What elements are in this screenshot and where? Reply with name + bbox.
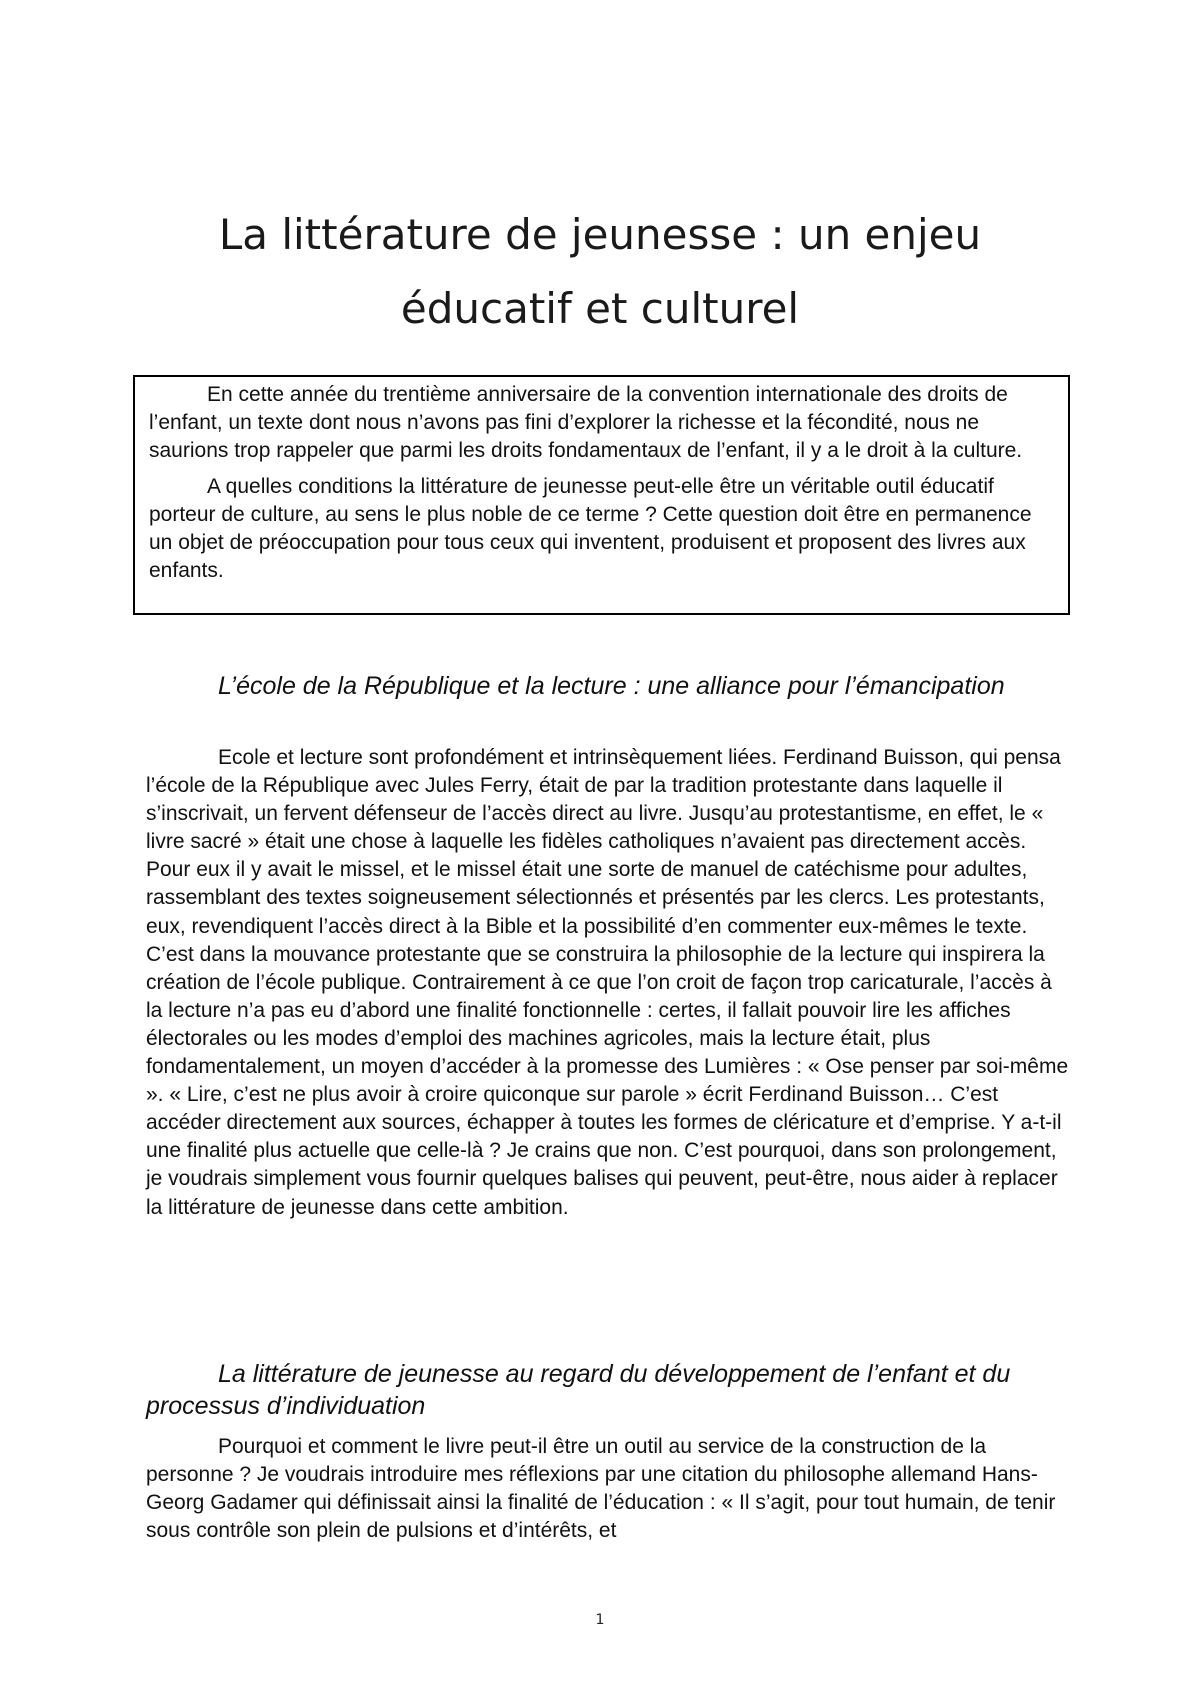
page-number: 1: [595, 1612, 605, 1628]
section-paragraph-1: Ecole et lecture sont profondément et intrinsèquement liées. Ferdinand Buisson, qui pensa l’école de la République avec Jules Ferry, était de par la tradition protestante dans laquelle il s’inscrivait, un fervent défenseur de l’accès direct au livre. Jusqu’au protestantisme, en effet, le « livre sacré » était une chose à laquelle les fidèles catholiques n’avaient pas directement accès. Pour eux il y avait le missel, et le missel était une sorte de manuel de catéchisme pour adultes, rassemblant des textes soigneusement sélectionnés et présentés par les clercs. Les protestants, eux, revendiquent l’accès direct à la Bible et la possibilité d’en commenter eux-mêmes le texte. C’est dans la mouvance protestante que se construira la philosophie de la lecture qui inspirera la création de l’école publique. Contrairement à ce que l’on croit de façon trop caricaturale, l’accès à la lecture n’a pas eu d’abord une finalité fonctionnelle : certes, il fallait pouvoir lire les affiches électorales ou les modes d’emploi des machines agricoles, mais la lecture était, plus fondamentalement, un moyen d’accéder à la promesse des Lumières : « Ose penser par soi-même ». « Lire, c’est ne plus avoir à croire quiconque sur parole » écrit Ferdinand Buisson… C’est accéder directement aux sources, échapper à toutes les formes de cléricature et d’emprise. Y a-t-il une finalité plus actuelle que celle-là ? Je crains que non. C’est pourquoi, dans son prolongement, je voudrais simplement vous fournir quelques balises qui peuvent, peut-être, nous aider à replacer la littérature de jeunesse dans cette ambition.: [146, 746, 1069, 1219]
abstract-paragraph-1: En cette année du trentième anniversaire de la convention internationale des droits de l’enfant, un texte dont nous n’avons pas fini d’explorer la richesse et la fécondité, nous ne saurions trop rappeler que parmi les droits fondamentaux de l’enfant, il y a le droit à la culture.: [149, 383, 1023, 462]
section-paragraph-2: Pourquoi et comment le livre peut-il être un outil au service de la construction de la personne ? Je voudrais introduire mes réflexions par une citation du philosophe allemand Hans-Georg Gadamer qui définissait ainsi la finalité de l’éducation : « Il s’agit, pour tout humain, de tenir sous contrôle son plein de pulsions et d’intérêts, et: [146, 1435, 1056, 1543]
abstract-paragraph-2: A quelles conditions la littérature de jeunesse peut-elle être un véritable outil éducatif porteur de culture, au sens le plus noble de ce terme ? Cette question doit être en permanence un objet de préoccupation pour tous ceux qui inventent, produisent et proposent des livres aux enfants.: [149, 475, 1032, 582]
section-heading-2: La littérature de jeunesse au regard du développement de l’enfant et du processus d’individuation: [146, 1360, 1011, 1420]
abstract-box: [133, 375, 1070, 615]
document-title: La littérature de jeunesse : un enjeu éducatif et culturel: [218, 210, 982, 333]
section-heading-1: L’école de la République et la lecture : une alliance pour l’émancipation: [218, 672, 1005, 700]
